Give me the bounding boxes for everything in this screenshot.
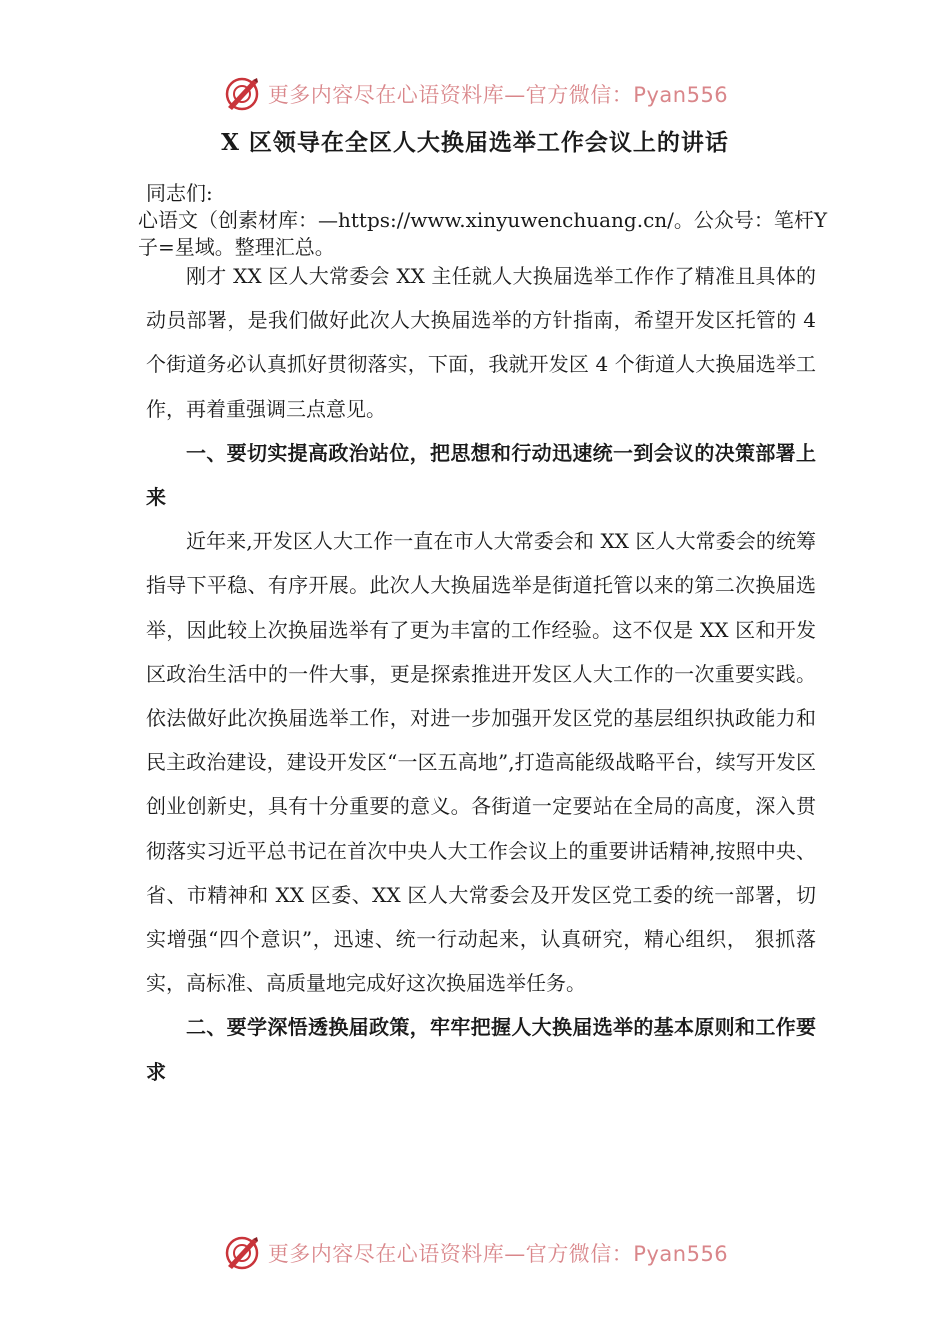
watermark-text: 更多内容尽在心语资料库—官方微信：Pyan556	[267, 1242, 729, 1266]
pen-circle-logo-icon	[222, 74, 262, 114]
document-title: X 区领导在全区人大换届选举工作会议上的讲话	[221, 129, 729, 156]
source-note: 心语文（创素材库：—https://www.xinyuwenchuang.cn/。公众号：笔杆Y子=星域。整理汇总。	[138, 208, 828, 259]
watermark-footer	[0, 1231, 950, 1275]
salutation: 同志们:	[146, 181, 213, 205]
section-heading-1: 一、要切实提高政治站位，把思想和行动迅速统一到会议的决策部署上来	[146, 440, 816, 510]
watermark-text: 更多内容尽在心语资料库—官方微信：Pyan556	[267, 83, 729, 107]
document-body	[146, 254, 816, 1094]
watermark-header	[0, 72, 950, 116]
intro-paragraph: 刚才 XX 区人大常委会 XX 主任就人大换届选举工作作了精准且具体的动员部署，是我们做好此次人大换届选举的方针指南，希望开发区托管的 4 个街道务必认真抓好贯彻落实，下面，我就开发区 4 个街道人大换届选举工作，再着重强调三点意见。	[146, 264, 816, 421]
section-1-paragraph: 近年来,开发区人大工作一直在市人大常委会和 XX 区人大常委会的统筹指导下平稳、有序开展。此次人大换届选举是街道托管以来的第二次换届选举，因此较上次换届选举有了更为丰富的工作经验。这不仅是 XX 区和开发区政治生活中的一件大事，更是探索推进开发区人大工作的一次重要实践。依法做好此次换届选举工作，对进一步加强开发区党的基层组织执政能力和民主政治建设，建设开发区“一区五高地”,打造高能级战略平台，续写开发区创业创新史，具有十分重要的意义。各街道一定要站在全局的高度，深入贯彻落实习近平总书记在首次中央人大工作会议上的重要讲话精神,按照中央、省、市精神和 XX 区委、XX 区人大常委会及开发区党工委的统一部署，切实增强“四个意识”，迅速、统一行动起来，认真研究，精心组织， 狠抓落实，高标准、高质量地完成好这次换届选举任务。	[146, 529, 816, 996]
pen-circle-logo-icon	[222, 1233, 262, 1273]
section-heading-2: 二、要学深悟透换届政策，牢牢把握人大换届选举的基本原则和工作要求	[146, 1015, 816, 1084]
